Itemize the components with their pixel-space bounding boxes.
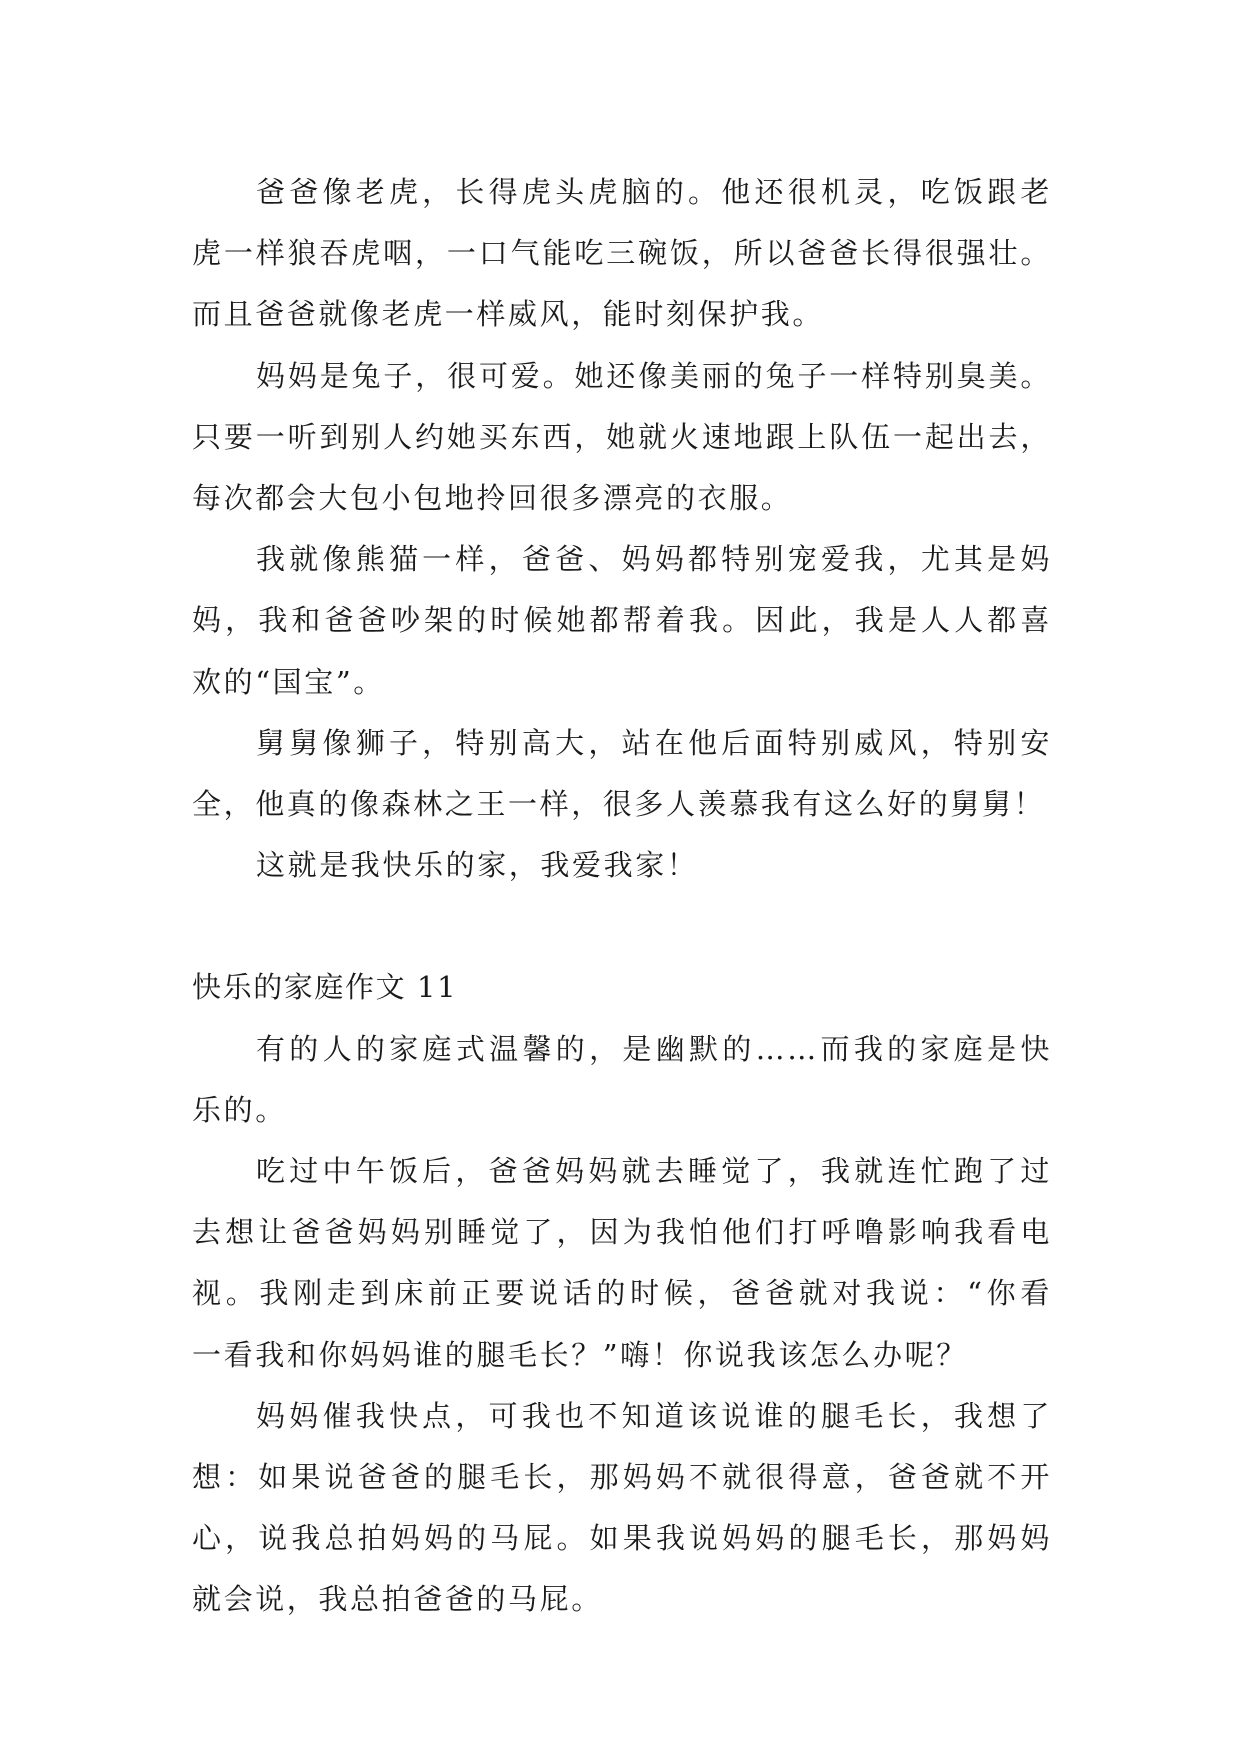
text-line: 妈妈是兔子，很可爱。她还像美丽的兔子一样特别臭美。	[256, 358, 1052, 393]
section-2	[192, 957, 1052, 1630]
paragraph-dilemma	[192, 1386, 1052, 1631]
paragraph-dad-tiger	[192, 162, 1052, 346]
text-line: 欢的“国宝”。	[192, 664, 385, 699]
text-line: 妈妈催我快点，可我也不知道该说谁的腿毛长，我想了	[256, 1398, 1052, 1433]
text-line: 吃过中午饭后，爸爸妈妈就去睡觉了，我就连忙跑了过	[256, 1154, 1052, 1189]
document-body	[192, 162, 1052, 1631]
text-line: 只要一听到别人约她买东西，她就火速地跟上队伍一起出去，	[192, 419, 1052, 454]
text-line: 乐的。	[192, 1092, 287, 1127]
text-line: 就会说，我总拍爸爸的马屁。	[192, 1582, 603, 1617]
text-line: 而且爸爸就像老虎一样威风，能时刻保护我。	[192, 297, 825, 332]
text-line: 想：如果说爸爸的腿毛长，那妈妈不就很得意，爸爸就不开	[192, 1460, 1052, 1495]
text-line: 每次都会大包小包地拎回很多漂亮的衣服。	[192, 481, 793, 516]
section-title: 快乐的家庭作文 11	[192, 970, 458, 1005]
section-spacer	[192, 896, 1052, 957]
text-line: 去想让爸爸妈妈别睡觉了，因为我怕他们打呼噜影响我看电	[192, 1215, 1052, 1250]
text-line: 舅舅像狮子，特别高大，站在他后面特别威风，特别安	[256, 725, 1052, 760]
paragraph-uncle-lion	[192, 713, 1052, 835]
text-line: 这就是我快乐的家，我爱我家！	[256, 848, 699, 883]
text-line: 视。我刚走到床前正要说话的时候，爸爸就对我说：“你看	[192, 1276, 1052, 1311]
text-line: 虎一样狼吞虎咽，一口气能吃三碗饭，所以爸爸长得很强壮。	[192, 236, 1052, 271]
paragraph-mom-rabbit	[192, 346, 1052, 530]
paragraph-intro	[192, 1019, 1052, 1141]
text-line: 有的人的家庭式温馨的，是幽默的……而我的家庭是快	[256, 1031, 1052, 1066]
text-line: 爸爸像老虎，长得虎头虎脑的。他还很机灵，吃饭跟老	[256, 175, 1052, 209]
paragraph-me-panda	[192, 529, 1052, 713]
paragraph-conclusion	[192, 835, 1052, 896]
text-line: 心，说我总拍妈妈的马屁。如果我说妈妈的腿毛长，那妈妈	[192, 1521, 1052, 1556]
section-1	[192, 162, 1052, 896]
text-line: 一看我和你妈妈谁的腿毛长？”嗨！你说我该怎么办呢？	[192, 1337, 968, 1372]
paragraph-after-lunch	[192, 1141, 1052, 1386]
text-line: 全，他真的像森林之王一样，很多人羡慕我有这么好的舅舅！	[192, 787, 1046, 822]
text-line: 我就像熊猫一样，爸爸、妈妈都特别宠爱我，尤其是妈	[256, 542, 1052, 577]
text-line: 妈，我和爸爸吵架的时候她都帮着我。因此，我是人人都喜	[192, 603, 1052, 638]
